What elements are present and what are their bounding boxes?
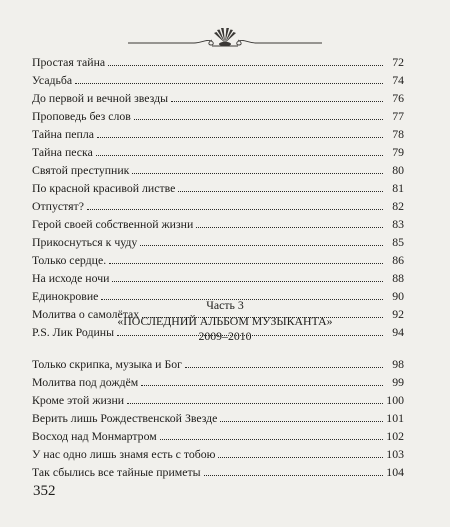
toc-entry-title: Простая тайна <box>32 55 106 69</box>
toc-entry <box>32 87 404 105</box>
toc-entry-title: Святой преступник <box>32 163 130 177</box>
toc-list-part3 <box>32 353 404 479</box>
toc-entry-page: 82 <box>392 199 404 213</box>
toc-entry-page: 85 <box>392 235 404 249</box>
toc-entry-page: 99 <box>392 375 404 389</box>
toc-entry-title: Тайна песка <box>32 145 93 159</box>
toc-entry-title: По красной красивой листве <box>32 181 176 195</box>
toc-entry <box>32 213 404 231</box>
page-number: 352 <box>33 483 56 499</box>
fan-ornament-icon <box>214 28 236 46</box>
toc-entry <box>32 105 404 123</box>
part-heading <box>0 298 450 345</box>
toc-entry-page: 80 <box>392 163 404 177</box>
dot-leader <box>178 190 383 192</box>
toc-entry <box>32 267 404 285</box>
toc-entry-page: 102 <box>386 429 404 443</box>
toc-entry-title: Только скрипка, музыка и Бог <box>32 357 182 371</box>
dot-leader <box>140 244 383 246</box>
toc-entry <box>32 195 404 213</box>
toc-entry-page: 94 <box>392 325 404 339</box>
toc-entry-page: 76 <box>392 91 404 105</box>
dot-leader <box>160 438 383 440</box>
toc-entry-title: Так сбылись все тайные приметы <box>32 465 201 479</box>
dot-leader <box>127 402 383 404</box>
toc-entry-title: Герой своей собственной жизни <box>32 217 194 231</box>
toc-list-part2 <box>32 51 404 339</box>
dot-leader <box>132 172 383 174</box>
toc-entry-title: Тайна пепла <box>32 127 94 141</box>
toc-entry-page: 83 <box>392 217 404 231</box>
toc-entry-title: Только сердце. <box>32 253 107 267</box>
toc-entry-title: Отпустят? <box>32 199 84 213</box>
toc-entry-title: У нас одно лишь знамя есть с тобою <box>32 447 216 461</box>
toc-entry-page: 86 <box>392 253 404 267</box>
part-label: Часть 3 <box>206 298 244 312</box>
toc-entry <box>32 123 404 141</box>
toc-entry-page: 77 <box>392 109 404 123</box>
dot-leader <box>171 100 383 102</box>
dot-leader <box>109 262 383 264</box>
toc-entry-title: Единокровие <box>32 289 99 303</box>
toc-entry-title: Молитва о самолётах <box>32 307 140 321</box>
toc-entry-page: 74 <box>392 73 404 87</box>
toc-entry-page: 72 <box>392 55 404 69</box>
toc-entry-title: До первой и вечной звезды <box>32 91 169 105</box>
toc-entry <box>32 461 404 479</box>
toc-entry <box>32 249 404 267</box>
toc-entry <box>32 69 404 87</box>
dot-leader <box>87 208 383 210</box>
toc-entry <box>32 231 404 249</box>
toc-entry <box>32 353 404 371</box>
toc-entry-title: Восход над Монмартром <box>32 429 157 443</box>
toc-entry-page: 90 <box>392 289 404 303</box>
toc-entry-title: P.S. Лик Родины <box>32 325 115 339</box>
toc-entry <box>32 177 404 195</box>
toc-entry-page: 103 <box>386 447 404 461</box>
toc-entry <box>32 389 404 407</box>
dot-leader <box>97 136 383 138</box>
dot-leader <box>112 280 383 282</box>
toc-entry <box>32 371 404 389</box>
dot-leader <box>220 420 383 422</box>
dot-leader <box>185 366 383 368</box>
toc-entry-title: Проповедь без слов <box>32 109 131 123</box>
dot-leader <box>196 226 383 228</box>
toc-entry-page: 104 <box>386 465 404 479</box>
toc-entry-title: Кроме этой жизни <box>32 393 125 407</box>
dot-leader <box>96 154 383 156</box>
toc-entry-title: Прикоснуться к чуду <box>32 235 138 249</box>
toc-entry-page: 78 <box>392 127 404 141</box>
dot-leader <box>218 456 383 458</box>
toc-entry-page: 79 <box>392 145 404 159</box>
dot-leader <box>204 474 383 476</box>
toc-entry-page: 81 <box>392 181 404 195</box>
toc-entry-page: 92 <box>392 307 404 321</box>
toc-entry-title: Верить лишь Рождественской Звезде <box>32 411 218 425</box>
toc-entry <box>32 407 404 425</box>
toc-entry-title: Молитва под дождём <box>32 375 139 389</box>
part-years: 2009–2010 <box>198 329 252 343</box>
toc-entry-page: 100 <box>386 393 404 407</box>
toc-entry-page: 98 <box>392 357 404 371</box>
dot-leader <box>141 384 383 386</box>
dot-leader <box>134 118 383 120</box>
toc-entry <box>32 141 404 159</box>
ornament-divider-icon <box>128 22 322 52</box>
toc-entry <box>32 425 404 443</box>
toc-entry <box>32 443 404 461</box>
toc-entry-title: На исходе ночи <box>32 271 110 285</box>
toc-entry <box>32 159 404 177</box>
toc-entry-page: 101 <box>386 411 404 425</box>
dot-leader <box>75 82 383 84</box>
toc-entry <box>32 51 404 69</box>
toc-entry-page: 88 <box>392 271 404 285</box>
dot-leader <box>108 64 383 66</box>
part-title: «ПОСЛЕДНИЙ АЛЬБОМ МУЗЫКАНТА» <box>117 313 333 328</box>
toc-entry-title: Усадьба <box>32 73 73 87</box>
